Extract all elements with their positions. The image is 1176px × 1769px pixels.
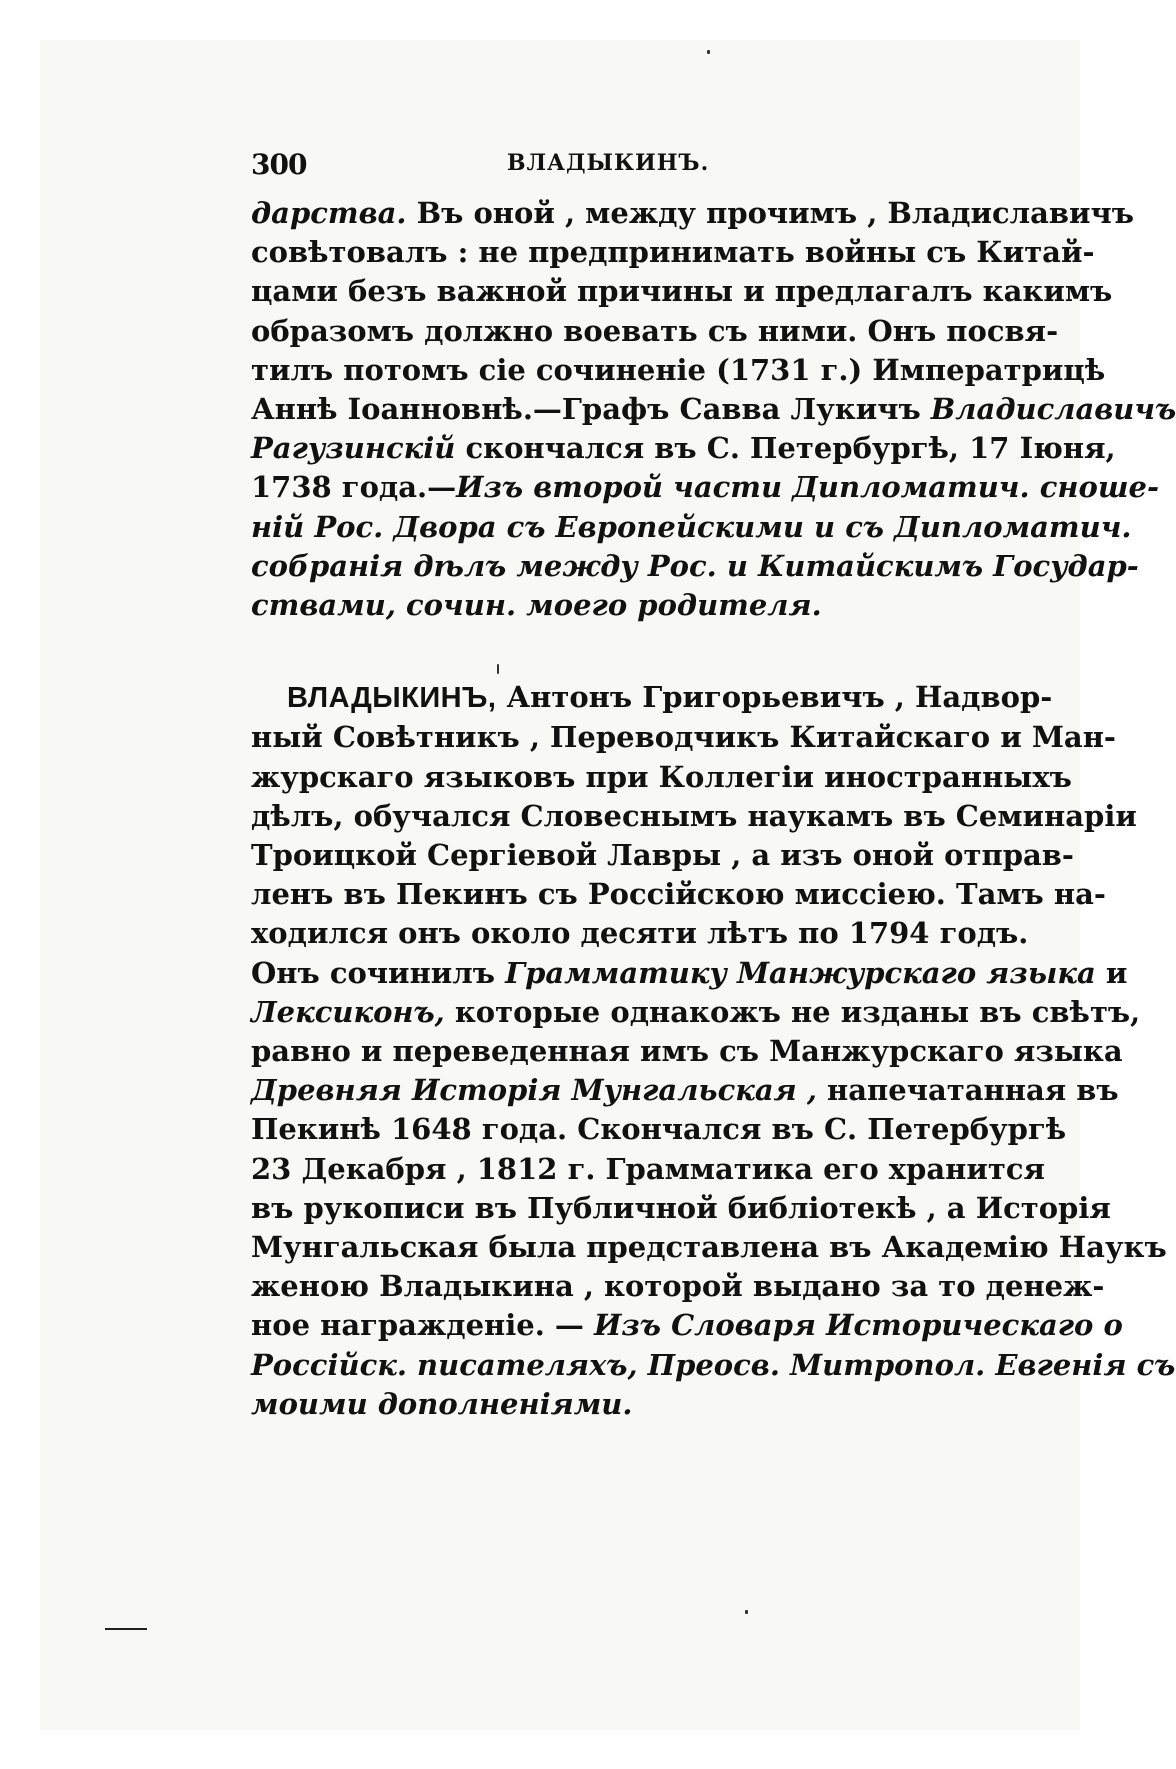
- page-number: 300: [251, 148, 307, 181]
- italic-text: Изъ второй части Дипломатич. сноше-: [456, 470, 1160, 505]
- scan-speck: [745, 1610, 748, 1614]
- text-line: [251, 1267, 1105, 1306]
- text-line: [251, 429, 1116, 468]
- entry-head-word: ВЛАДЫКИНЪ,: [287, 682, 497, 715]
- running-head: [251, 148, 981, 194]
- text-line: [251, 468, 1160, 507]
- text-run: скончался въ С. Петербургѣ, 17 Іюня,: [455, 431, 1116, 466]
- text-line: [251, 993, 1141, 1032]
- entry-vladykin: [251, 678, 1176, 1424]
- text-run: Аннѣ Іоанновнѣ.—Графъ Савва Лукичъ: [251, 392, 931, 427]
- text-line: [251, 1189, 1111, 1228]
- text-line: [251, 390, 1176, 429]
- italic-text: Лексиконъ,: [251, 994, 445, 1029]
- text-line: [251, 797, 1137, 836]
- text-run: Троицкой Сергіевой Лавры , а изъ оной отправ-: [251, 838, 1074, 873]
- text-run: Онъ сочинилъ: [251, 955, 506, 990]
- text-line: [251, 1150, 1045, 1189]
- italic-text: собранія дѣлъ между Рос. и Китайскимъ Государ-: [251, 548, 1139, 583]
- text-line: [251, 954, 1128, 993]
- text-line: [251, 758, 1072, 797]
- text-line: [251, 1346, 1176, 1385]
- text-run: дѣлъ, обучался Словеснымъ наукамъ въ Семинаріи: [251, 798, 1137, 833]
- italic-text: Изъ Словаря Историческаго о: [594, 1308, 1123, 1343]
- text-run: ленъ въ Пекинъ съ Россійскою миссіею. Тамъ на-: [251, 877, 1106, 912]
- text-run: равно и переведенная имъ съ Манжурскаго языка: [251, 1034, 1123, 1069]
- text-line: [251, 586, 981, 625]
- text-line: [251, 1385, 981, 1424]
- text-line: [251, 836, 1074, 875]
- text-line: [251, 547, 1139, 586]
- text-run: которые однакожъ не изданы въ свѣтъ,: [444, 994, 1141, 1029]
- entry-continuation: [251, 194, 1176, 625]
- text-run: Мунгальская была представлена въ Академію Наукъ: [251, 1230, 1167, 1265]
- text-run: ный Совѣтникъ , Переводчикъ Китайскаго и Ман-: [251, 720, 1116, 755]
- text-run: цами безъ важной причины и предлагалъ какимъ: [251, 274, 1113, 309]
- italic-text: Грамматику Манжурскаго языка: [505, 955, 1096, 990]
- scan-speck: [707, 50, 710, 54]
- text-line: [251, 1032, 1123, 1071]
- italic-text: Рагузинскій: [251, 431, 456, 466]
- footer-rule: [105, 1628, 147, 1630]
- text-line: [251, 508, 1132, 547]
- text-run: и: [1095, 955, 1128, 990]
- text-run: ходился онъ около десяти лѣтъ по 1794 годъ.: [251, 916, 1029, 951]
- entry-first-line: [251, 678, 1053, 718]
- text-line: [251, 914, 1029, 953]
- text-run: въ рукописи въ Публичной библіотекѣ , а Исторія: [251, 1190, 1111, 1225]
- text-line: [251, 312, 1059, 351]
- text-run: напечатанная въ: [816, 1073, 1119, 1108]
- text-run: женою Владыкина , которой выдано за то денеж-: [251, 1269, 1105, 1304]
- text-line: [251, 875, 1106, 914]
- italic-text: ній Рос. Двора съ Европейскими и съ Дипломатич.: [251, 509, 1132, 544]
- text-line: [251, 272, 1113, 311]
- scan-speck: [497, 664, 499, 674]
- text-line: [251, 1306, 1123, 1345]
- italic-text: Россійск. писателяхъ, Преосв. Митропол. Евгенія съ: [251, 1347, 1176, 1382]
- text-line: [251, 233, 1095, 272]
- text-run: Пекинѣ 1648 года. Скончался въ С. Петербургѣ: [251, 1112, 1067, 1147]
- italic-text: моими дополненіями.: [251, 1386, 633, 1421]
- text-run: журскаго языковъ при Коллегіи иностранныхъ: [251, 759, 1072, 794]
- text-run: 23 Декабря , 1812 г. Грамматика его хранится: [251, 1151, 1045, 1186]
- paragraph-gap: [251, 625, 981, 678]
- text-run: Въ оной , между прочимъ , Владиславичъ: [406, 196, 1135, 230]
- text-run: совѣтовалъ : не предпринимать войны съ Китай-: [251, 235, 1095, 270]
- running-title: ВЛАДЫКИНЪ.: [507, 150, 710, 176]
- text-line: [251, 1228, 1167, 1267]
- book-page: [251, 148, 1176, 1424]
- italic-text: ствами, сочин. моего родителя.: [251, 588, 822, 623]
- text-line: [251, 351, 1106, 390]
- italic-text: Владиславичъ: [930, 392, 1176, 427]
- text-run: образомъ должно воевать съ ними. Онъ посвя-: [251, 313, 1059, 348]
- italic-text: Древняя Исторія Мунгальская ,: [251, 1073, 817, 1108]
- italic-text: дарства.: [251, 196, 407, 230]
- text-line: [251, 1071, 1119, 1110]
- text-line: [251, 718, 1116, 757]
- text-line: [251, 194, 1135, 233]
- text-run: Антонъ Григорьевичъ , Надвор-: [496, 680, 1053, 715]
- text-run: 1738 года.—: [251, 470, 457, 505]
- text-run: ное награжденіе. —: [251, 1308, 595, 1343]
- text-line: [251, 1110, 1067, 1149]
- text-run: тилъ потомъ сіе сочиненіе (1731 г.) Императрицѣ: [251, 352, 1106, 387]
